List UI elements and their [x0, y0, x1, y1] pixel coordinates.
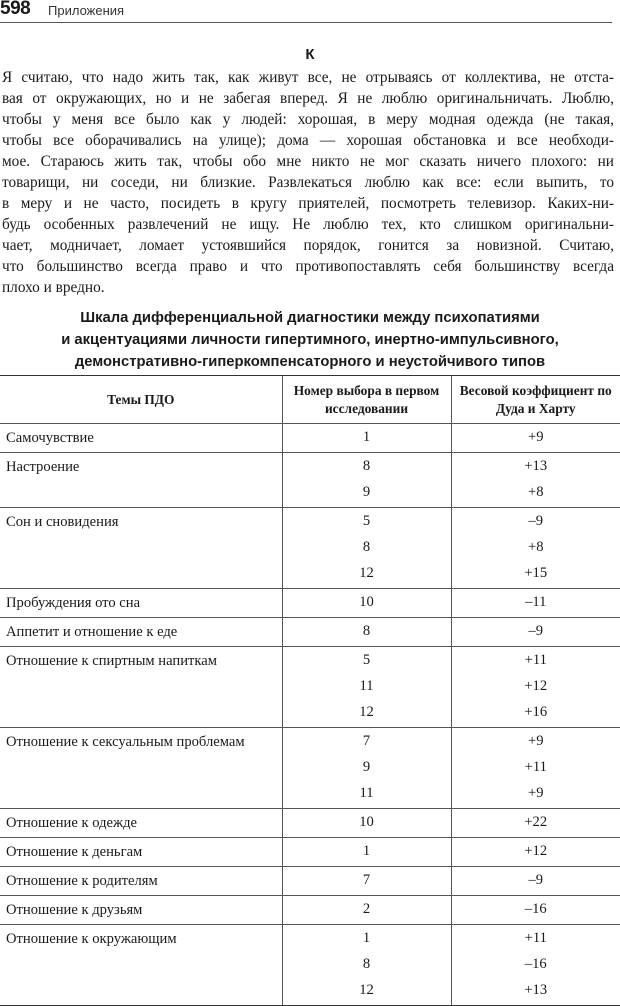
choice-number-value: 12 — [283, 699, 451, 725]
choice-number-value: 5 — [283, 508, 451, 534]
choice-number-value: 1 — [283, 424, 451, 450]
weight-coefficient-cell — [451, 618, 620, 647]
choice-number-value: 8 — [283, 534, 451, 560]
weight-coefficient-value: +11 — [452, 754, 620, 780]
topic-cell: Пробуждения ото сна — [0, 589, 282, 618]
weight-coefficient-value: +13 — [452, 977, 620, 1003]
paragraph-line: мое. Стараюсь жить так, чтобы обо мне никто не мог сказать ничего плохого: ни — [2, 151, 614, 172]
weight-coefficient-value: +8 — [452, 479, 620, 505]
choice-number-cell — [282, 925, 451, 1006]
table-title-line: и акцентуациями личности гипертимного, инертно-импульсивного, — [0, 329, 620, 351]
paragraph-line: чает, модничает, ломает устоявшийся порядок, гонится за новизной. Считаю, — [2, 235, 614, 256]
choice-number-cell — [282, 589, 451, 618]
column-header-topic: Темы ПДО — [0, 376, 282, 424]
choice-number-value: 2 — [283, 896, 451, 922]
choice-number-value: 10 — [283, 589, 451, 615]
column-header-weight-coefficient: Весовой коэффициент по Дуда и Харту — [451, 376, 620, 424]
choice-number-cell — [282, 424, 451, 453]
weight-coefficient-value: +9 — [452, 728, 620, 754]
weight-coefficient-value: –9 — [452, 508, 620, 534]
weight-coefficient-value: +12 — [452, 673, 620, 699]
choice-number-cell — [282, 838, 451, 867]
table-header-row — [0, 376, 620, 424]
weight-coefficient-cell — [451, 589, 620, 618]
weight-coefficient-value: +9 — [452, 424, 620, 450]
topic-cell: Настроение — [0, 453, 282, 508]
topic-cell: Отношение к деньгам — [0, 838, 282, 867]
topic-cell: Отношение к спиртным напиткам — [0, 647, 282, 728]
table-title-line: демонстративно-гиперкомпенсаторного и неустойчивого типов — [0, 351, 620, 373]
page-header — [0, 0, 612, 23]
choice-number-value: 11 — [283, 780, 451, 806]
table-row — [0, 867, 620, 896]
weight-coefficient-value: +13 — [452, 453, 620, 479]
weight-coefficient-cell — [451, 896, 620, 925]
choice-number-value: 8 — [283, 951, 451, 977]
weight-coefficient-cell — [451, 508, 620, 589]
topic-cell: Отношение к друзьям — [0, 896, 282, 925]
weight-coefficient-value: –16 — [452, 896, 620, 922]
paragraph-line: чтобы все оборачивались на улице); дома — хорошая обстановка и все необходи- — [2, 130, 614, 151]
choice-number-value: 8 — [283, 618, 451, 644]
paragraph-line: плохо и вредно. — [2, 277, 614, 298]
choice-number-value: 8 — [283, 453, 451, 479]
topic-cell: Отношение к сексуальным проблемам — [0, 728, 282, 809]
choice-number-value: 9 — [283, 479, 451, 505]
section-letter: К — [0, 46, 620, 63]
page-number: 598 — [0, 0, 30, 20]
topic-cell: Сон и сновидения — [0, 508, 282, 589]
choice-number-value: 1 — [283, 838, 451, 864]
weight-coefficient-value: +11 — [452, 647, 620, 673]
weight-coefficient-value: –9 — [452, 867, 620, 893]
body-paragraph — [2, 67, 614, 298]
choice-number-cell — [282, 453, 451, 508]
topic-cell: Отношение к окружающим — [0, 925, 282, 1006]
weight-coefficient-value: +9 — [452, 780, 620, 806]
weight-coefficient-cell — [451, 925, 620, 1006]
table-row — [0, 508, 620, 589]
paragraph-line: товарищи, ни соседи, ни близкие. Развлекаться люблю как все: если выпить, то — [2, 172, 614, 193]
choice-number-value: 12 — [283, 560, 451, 586]
weight-coefficient-value: +8 — [452, 534, 620, 560]
weight-coefficient-cell — [451, 424, 620, 453]
choice-number-value: 7 — [283, 867, 451, 893]
weight-coefficient-value: +15 — [452, 560, 620, 586]
table-row — [0, 589, 620, 618]
table-title-line: Шкала дифференциальной диагностики между психопатиями — [0, 307, 620, 329]
weight-coefficient-cell — [451, 838, 620, 867]
weight-coefficient-cell — [451, 728, 620, 809]
weight-coefficient-value: +11 — [452, 925, 620, 951]
choice-number-value: 9 — [283, 754, 451, 780]
paragraph-line: чтобы у меня все было как у людей: хорошая, в меру модная одежда (не такая, — [2, 109, 614, 130]
topic-cell: Отношение к родителям — [0, 867, 282, 896]
choice-number-cell — [282, 508, 451, 589]
topic-cell: Отношение к одежде — [0, 809, 282, 838]
choice-number-value: 1 — [283, 925, 451, 951]
choice-number-value: 7 — [283, 728, 451, 754]
table-row — [0, 925, 620, 1006]
weight-coefficient-cell — [451, 867, 620, 896]
weight-coefficient-value: –9 — [452, 618, 620, 644]
table-row — [0, 896, 620, 925]
choice-number-cell — [282, 867, 451, 896]
weight-coefficient-value: –11 — [452, 589, 620, 615]
paragraph-line: Я считаю, что надо жить так, как живут все, не отрываясь от коллектива, не отста- — [2, 67, 614, 88]
topic-cell: Самочувствие — [0, 424, 282, 453]
weight-coefficient-cell — [451, 453, 620, 508]
choice-number-value: 5 — [283, 647, 451, 673]
choice-number-cell — [282, 896, 451, 925]
table-row — [0, 424, 620, 453]
table-title — [0, 307, 620, 373]
paragraph-line: что большинство всегда право и что противопоставлять себя большинству всегда — [2, 256, 614, 277]
topic-cell: Аппетит и отношение к еде — [0, 618, 282, 647]
weight-coefficient-value: +16 — [452, 699, 620, 725]
choice-number-cell — [282, 618, 451, 647]
weight-coefficient-cell — [451, 647, 620, 728]
paragraph-line: вая от окружающих, но и не забегая вперед. Я не люблю оригинальничать. Люблю, — [2, 88, 614, 109]
column-header-choice-number: Номер выбора в первом исследовании — [282, 376, 451, 424]
table-row — [0, 647, 620, 728]
weight-coefficient-value: +12 — [452, 838, 620, 864]
running-head: Приложения — [48, 3, 124, 18]
table-row — [0, 453, 620, 508]
diagnostic-scale-table — [0, 375, 620, 1006]
weight-coefficient-cell — [451, 809, 620, 838]
choice-number-cell — [282, 728, 451, 809]
paragraph-line: в меру и не часто, посидеть в кругу приятелей, посмотреть телевизор. Каких-ни- — [2, 193, 614, 214]
table-row — [0, 838, 620, 867]
choice-number-value: 11 — [283, 673, 451, 699]
weight-coefficient-value: –16 — [452, 951, 620, 977]
table-row — [0, 618, 620, 647]
choice-number-cell — [282, 809, 451, 838]
weight-coefficient-value: +22 — [452, 809, 620, 835]
table-row — [0, 809, 620, 838]
table-row — [0, 728, 620, 809]
paragraph-line: будь особенных развлечений не ищу. Не люблю тех, кто слишком оригинальни- — [2, 214, 614, 235]
choice-number-value: 10 — [283, 809, 451, 835]
choice-number-value: 12 — [283, 977, 451, 1003]
choice-number-cell — [282, 647, 451, 728]
